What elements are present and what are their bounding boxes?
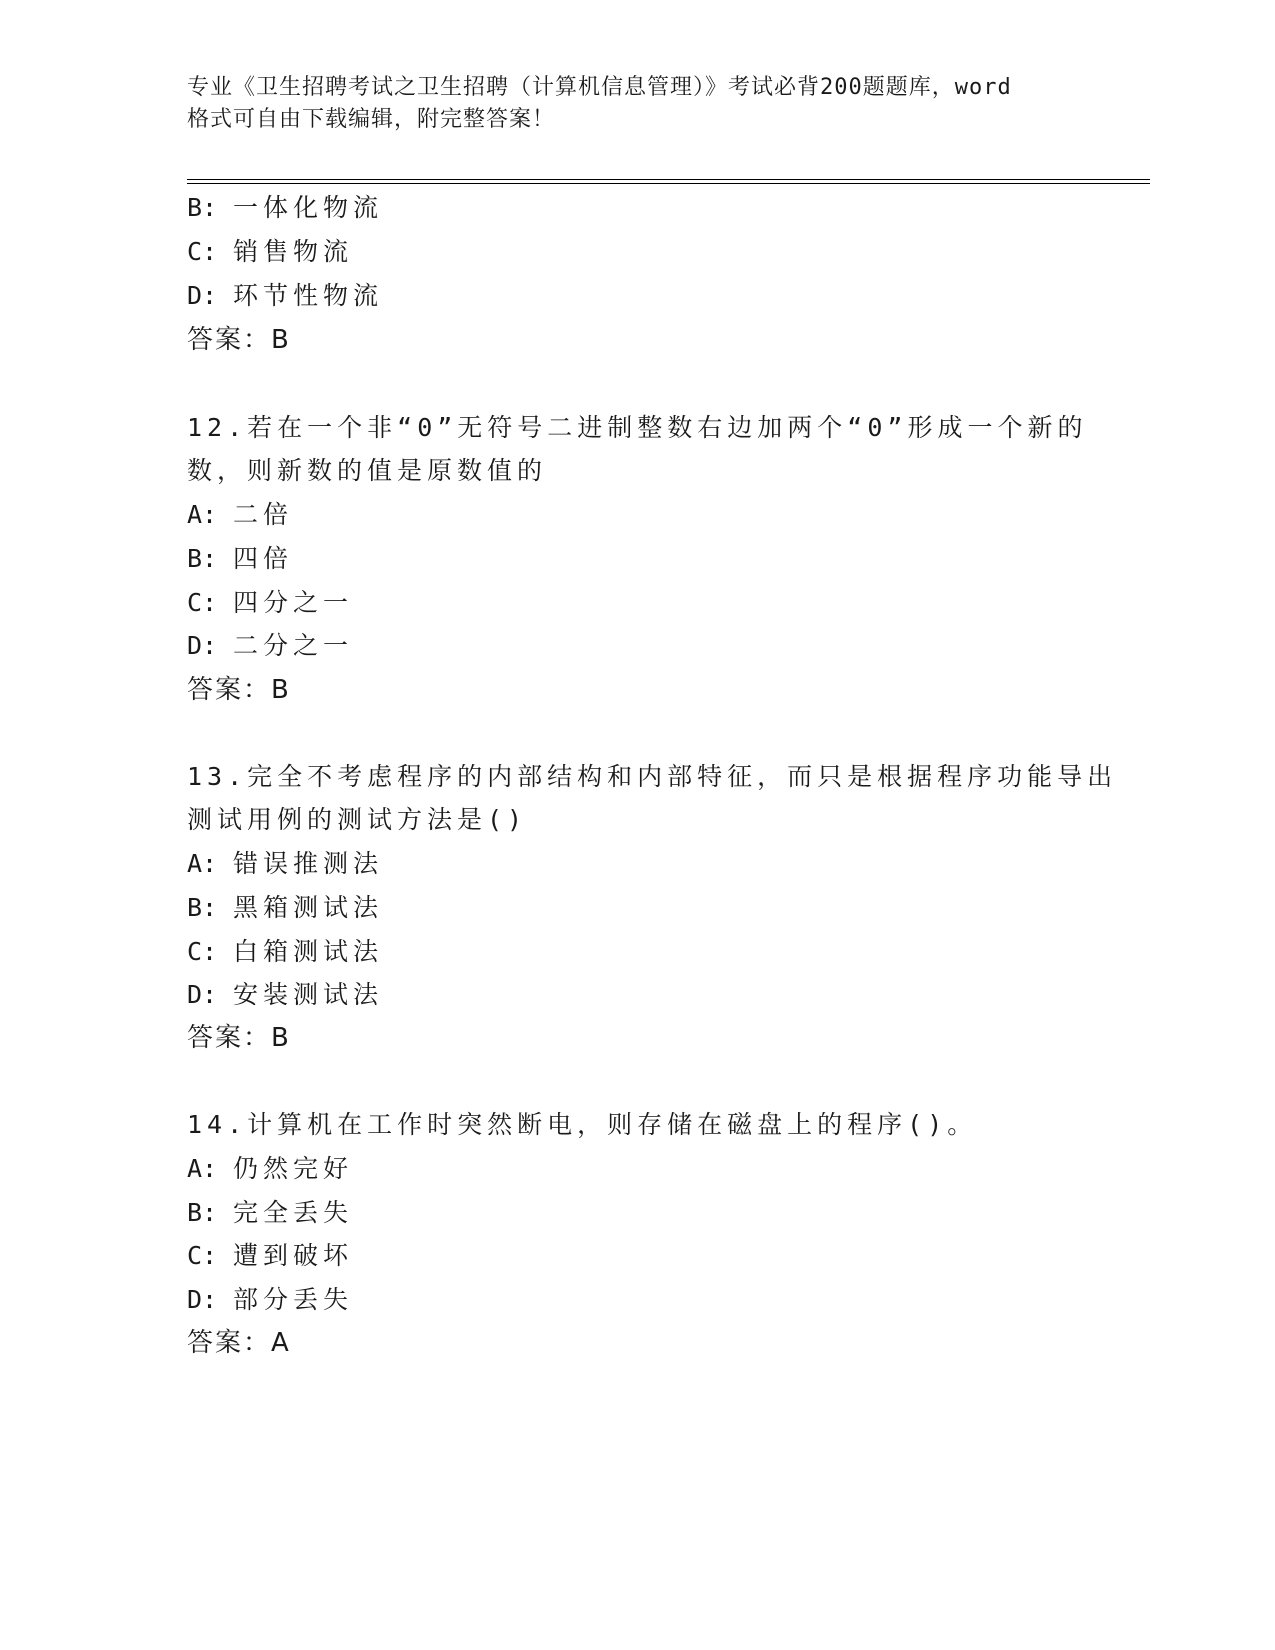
option-label: A: bbox=[187, 849, 218, 878]
q13-stem-line-2: 测试用例的测试方法是() bbox=[187, 805, 528, 834]
document-header bbox=[187, 72, 1087, 136]
option-label: A: bbox=[187, 500, 218, 529]
q12-option-a bbox=[187, 499, 293, 531]
q13-option-b bbox=[187, 892, 383, 924]
option-text: 安装测试法 bbox=[233, 980, 384, 1009]
option-label: D: bbox=[187, 631, 218, 660]
header-line-2: 格式可自由下载编辑，附完整答案！ bbox=[187, 107, 556, 132]
q14-option-a bbox=[187, 1153, 353, 1185]
option-text: 环节性物流 bbox=[233, 281, 384, 310]
option-text: 销售物流 bbox=[233, 237, 354, 266]
q12-stem-line-2: 数，则新数的值是原数值的 bbox=[187, 456, 548, 485]
q11-option-b bbox=[187, 192, 383, 224]
option-label: D: bbox=[187, 1285, 218, 1314]
option-label: B: bbox=[187, 193, 218, 222]
q11-option-d bbox=[187, 280, 383, 312]
q12-option-b bbox=[187, 543, 293, 575]
option-label: C: bbox=[187, 1241, 218, 1270]
header-divider-bottom bbox=[187, 183, 1150, 184]
q13-option-a bbox=[187, 848, 383, 880]
q12-stem-line-1: 12.若在一个非“0”无符号二进制整数右边加两个“0”形成一个新的 bbox=[187, 413, 1088, 442]
header-divider-top bbox=[187, 179, 1150, 180]
option-text: 四倍 bbox=[233, 544, 294, 573]
q12-option-c bbox=[187, 587, 353, 619]
option-text: 完全丢失 bbox=[233, 1198, 354, 1227]
q14-option-d bbox=[187, 1284, 353, 1316]
option-label: C: bbox=[187, 237, 218, 266]
option-text: 一体化物流 bbox=[233, 193, 384, 222]
option-label: D: bbox=[187, 281, 218, 310]
option-label: B: bbox=[187, 1198, 218, 1227]
q13-option-d bbox=[187, 979, 383, 1011]
option-text: 部分丢失 bbox=[233, 1285, 354, 1314]
option-label: B: bbox=[187, 544, 218, 573]
q14-stem-line-1: 14.计算机在工作时突然断电，则存储在磁盘上的程序()。 bbox=[187, 1110, 978, 1139]
option-text: 遭到破坏 bbox=[233, 1241, 354, 1270]
option-label: D: bbox=[187, 980, 218, 1009]
q13-answer: 答案：B bbox=[187, 1023, 291, 1053]
option-text: 二倍 bbox=[233, 500, 294, 529]
header-line-1: 专业《卫生招聘考试之卫生招聘（计算机信息管理）》考试必背200题题库，word bbox=[187, 75, 1012, 100]
option-text: 错误推测法 bbox=[233, 849, 384, 878]
option-text: 仍然完好 bbox=[233, 1154, 354, 1183]
q14-option-b bbox=[187, 1197, 353, 1229]
q11-answer: 答案：B bbox=[187, 325, 291, 355]
q12-answer: 答案：B bbox=[187, 675, 291, 705]
q13-stem-line-1: 13.完全不考虑程序的内部结构和内部特征，而只是根据程序功能导出 bbox=[187, 762, 1118, 791]
q12-option-d bbox=[187, 630, 353, 662]
q13-option-c bbox=[187, 936, 383, 968]
q14-option-c bbox=[187, 1240, 353, 1272]
option-text: 黑箱测试法 bbox=[233, 893, 384, 922]
option-text: 白箱测试法 bbox=[233, 937, 384, 966]
q11-option-c bbox=[187, 236, 353, 268]
option-label: B: bbox=[187, 893, 218, 922]
option-label: C: bbox=[187, 937, 218, 966]
option-text: 二分之一 bbox=[233, 631, 354, 660]
q14-answer: 答案：A bbox=[187, 1328, 291, 1358]
option-label: C: bbox=[187, 588, 218, 617]
option-label: A: bbox=[187, 1154, 218, 1183]
option-text: 四分之一 bbox=[233, 588, 354, 617]
